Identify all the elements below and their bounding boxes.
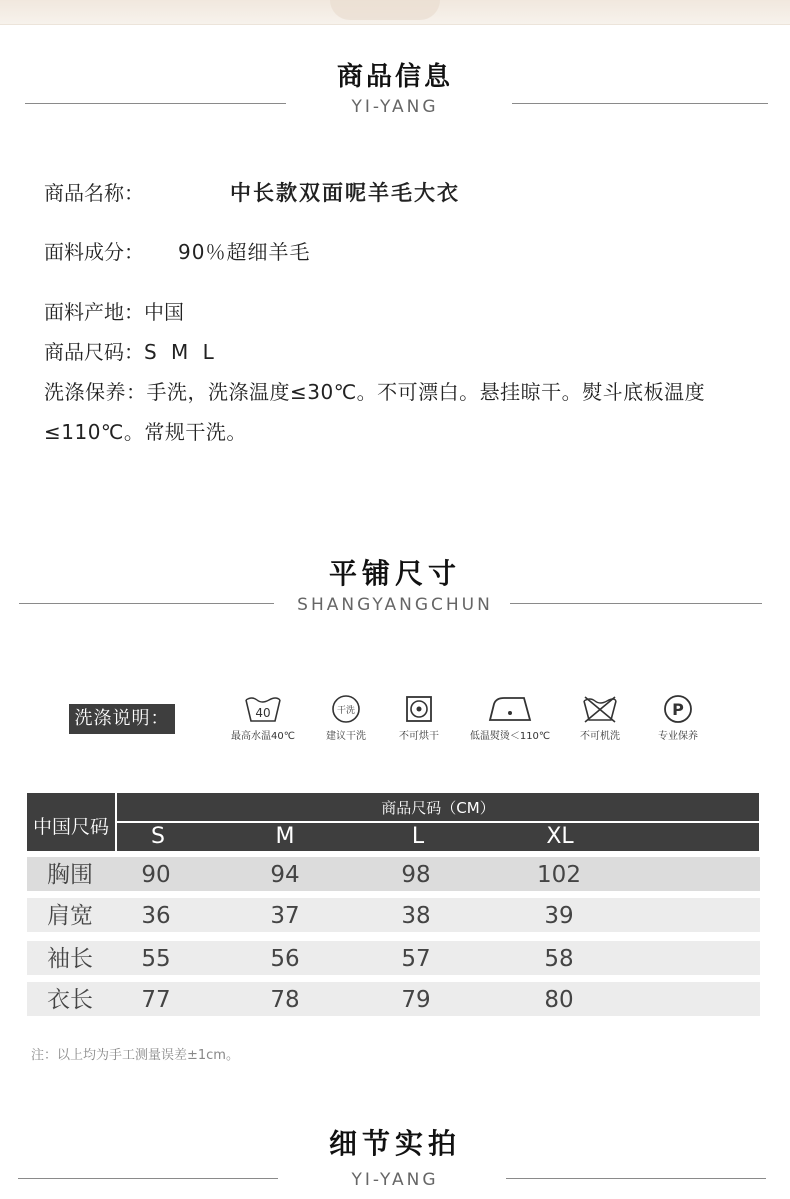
info-row-name — [44, 177, 460, 207]
image-fragment — [330, 0, 440, 20]
icon-caption: 建议干洗 — [326, 731, 366, 742]
care-value-cont: ≤110℃。常规干洗。 — [44, 420, 247, 444]
size-value: S M L — [144, 340, 218, 364]
washing-instructions-label: 洗涤说明： — [69, 704, 175, 734]
cell-value: 37 — [270, 903, 300, 929]
info-row-care — [44, 376, 705, 405]
icon-caption: 不可机洗 — [580, 731, 620, 742]
col-header-s: S — [151, 824, 165, 849]
row-label: 袖长 — [47, 946, 93, 972]
info-label: 面料产地： — [44, 300, 144, 324]
no-machine-wash-icon — [555, 694, 645, 742]
section-subtitle-product-info: YI-YANG — [351, 97, 439, 117]
cell-value: 79 — [401, 987, 431, 1013]
cell-value: 90 — [141, 862, 171, 888]
dry-clean-text: 干洗 — [336, 706, 356, 716]
cell-value: 55 — [141, 946, 171, 972]
cell-value: 56 — [270, 946, 300, 972]
cell-value: 78 — [270, 987, 300, 1013]
cell-value: 57 — [401, 946, 431, 972]
fabric-value: 90％超细羊毛 — [178, 240, 311, 264]
table-row-length — [27, 982, 760, 1016]
table-row-shoulder — [27, 898, 760, 932]
cell-value: 98 — [401, 862, 431, 888]
info-label: 商品名称： — [44, 181, 144, 205]
care-value: 手洗，洗涤温度≤30℃。不可漂白。悬挂晾干。熨斗底板温度 — [146, 380, 706, 404]
cell-value: 77 — [141, 987, 171, 1013]
cell-value: 80 — [544, 987, 574, 1013]
info-label: 面料成分： — [44, 240, 144, 264]
icon-caption: 专业保养 — [658, 731, 698, 742]
info-label: 商品尺码： — [44, 340, 144, 364]
divider-right — [506, 1178, 766, 1179]
section-title-detail-photos: 细节实拍 — [328, 1127, 461, 1160]
row-label: 肩宽 — [47, 903, 93, 929]
col-header-xl: XL — [546, 824, 574, 849]
cell-value: 58 — [544, 946, 574, 972]
wash-40-icon — [218, 694, 308, 742]
no-tumble-dry-icon — [374, 694, 464, 742]
info-row-fabric — [44, 236, 310, 265]
table-corner-header-text: 中国尺码 — [32, 816, 109, 838]
divider-right — [510, 603, 762, 604]
table-row-chest — [27, 857, 760, 891]
section-title-product-info: 商品信息 — [336, 62, 453, 92]
table-row-sleeve — [27, 941, 760, 975]
section-subtitle-detail-photos: YI-YANG — [351, 1170, 439, 1190]
table-group-header-text: 商品尺码（CM） — [381, 799, 495, 817]
cell-value: 102 — [537, 862, 581, 888]
row-label: 胸围 — [47, 862, 93, 888]
info-row-origin — [44, 296, 184, 325]
icon-caption: 不可烘干 — [399, 731, 439, 742]
product-name: 中长款双面呢羊毛大衣 — [230, 181, 460, 205]
cell-value: 39 — [544, 903, 574, 929]
info-row-care-cont — [44, 416, 247, 445]
cell-value: 94 — [270, 862, 300, 888]
origin-value: 中国 — [144, 300, 184, 324]
cell-value: 38 — [401, 903, 431, 929]
icon-caption: 低温熨烫＜110℃ — [469, 731, 551, 742]
row-label: 衣长 — [47, 987, 93, 1013]
wash-temp-text: 40 — [255, 706, 271, 720]
section-subtitle-flat-size: SHANGYANGCHUN — [297, 595, 493, 615]
icon-caption: 最高水温40℃ — [231, 731, 295, 742]
divider-right — [512, 103, 768, 104]
info-label: 洗涤保养： — [44, 380, 147, 404]
top-product-image-strip — [0, 0, 790, 25]
professional-care-icon — [633, 694, 723, 742]
cell-value: 36 — [141, 903, 171, 929]
section-title-flat-size: 平铺尺寸 — [328, 557, 461, 590]
measurement-note: 注：以上均为手工测量误差±1cm。 — [31, 1048, 239, 1063]
info-row-size — [44, 336, 218, 365]
professional-care-text: P — [672, 700, 684, 719]
col-header-l: L — [411, 824, 425, 849]
col-header-m: M — [275, 824, 295, 849]
low-iron-icon — [465, 694, 555, 742]
